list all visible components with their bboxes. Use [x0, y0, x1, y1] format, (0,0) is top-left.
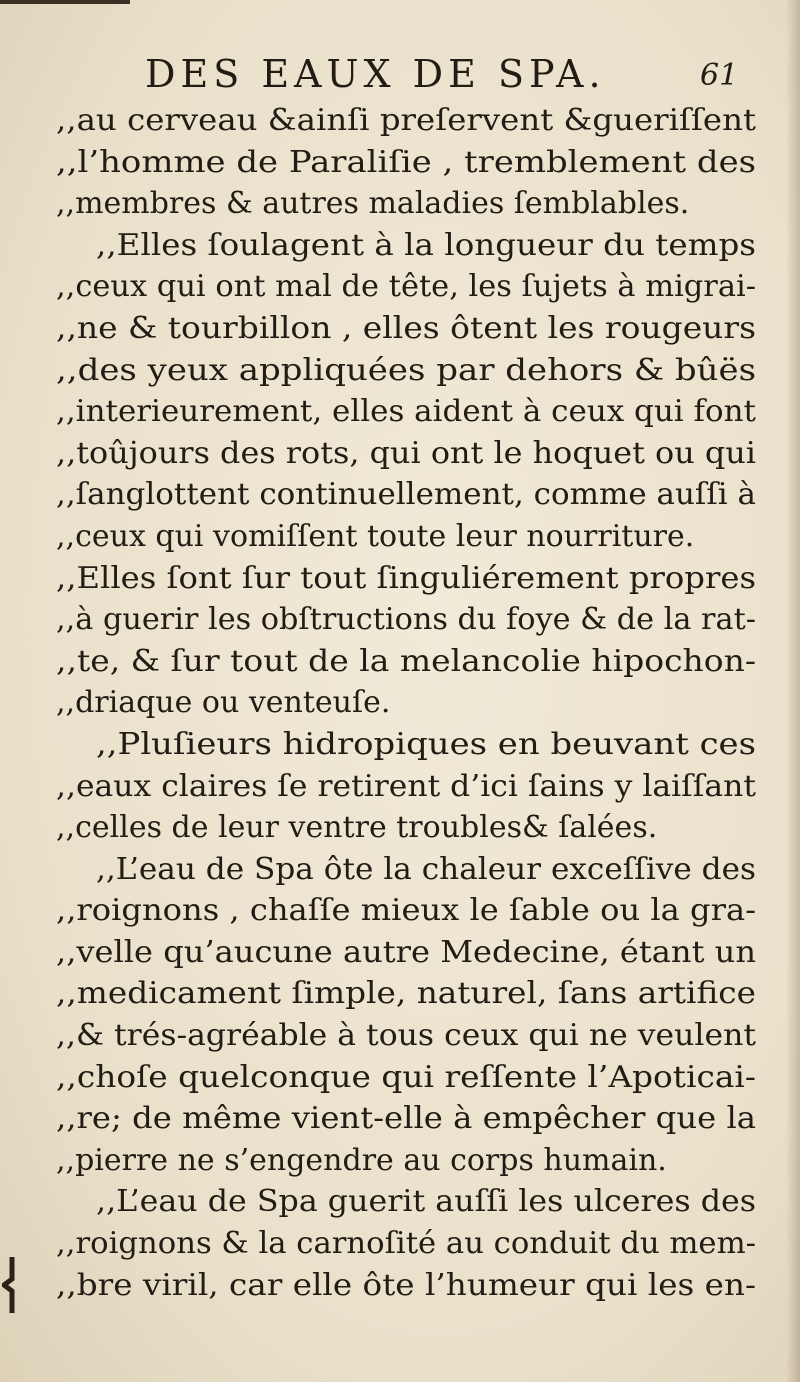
text-line: ,,ceux qui ont mal de tête, les ſujets à migrai-	[56, 269, 756, 305]
text-line: ,,eaux claires ſe retirent d’ici ſains y laiſſant	[56, 768, 756, 804]
body-text	[56, 100, 756, 1306]
text-line: ,,pierre ne s’engendre au corps humain.	[56, 1142, 667, 1178]
text-line: ,,interieurement, elles aident à ceux qui font	[56, 394, 756, 430]
text-line: ,,L’eau de Spa ôte la chaleur exceſſive des	[96, 851, 756, 887]
running-title: DES EAUX DE SPA.	[145, 52, 606, 96]
top-edge-rule	[0, 0, 130, 4]
text-line: ,,Elles ſoulagent à la longueur du temps	[96, 227, 756, 263]
text-line: ,,Elles ſont ſur tout ſinguliérement propres	[56, 560, 756, 596]
text-line: ,,au cerveau &ainſi preſervent &gueriſſent	[56, 103, 757, 138]
text-line: ,,te, & ſur tout de la melancolie hipochon-	[56, 643, 756, 679]
text-line: ,,ſanglottent continuellement, comme auſſi à	[56, 477, 756, 513]
text-line: ,,roignons & la carnoſité au conduit du mem-	[56, 1226, 757, 1262]
text-line: ,,toûjours des rots, qui ont le hoquet ou qui	[56, 435, 756, 471]
text-line: ,,ne & tourbillon , elles ôtent les rougeurs	[56, 310, 756, 346]
text-line: ,,l’homme de Paraliſie , tremblement des	[56, 144, 756, 180]
text-line: ,,à guerir les obſtructions du foye & de la rat-	[56, 602, 757, 638]
text-line: ,,re; de même vient-elle à empêcher que la	[56, 1101, 756, 1137]
text-line: ,,medicament ſimple, naturel, ſans artifice	[56, 976, 756, 1012]
page-edge-shadow	[786, 0, 800, 1382]
text-line: ,,velle qu’aucune autre Medecine, étant un	[56, 934, 756, 970]
text-line: ,,Pluſieurs hidropiques en beuvant ces	[96, 726, 756, 762]
text-line: ,,L’eau de Spa guerit auſſi les ulceres des	[96, 1184, 756, 1220]
text-line: ,,roignons , chaſſe mieux le ſable ou la gra-	[56, 893, 756, 929]
text-line: ,,bre viril, car elle ôte l’humeur qui les en-	[56, 1267, 756, 1303]
binding-bracket-mark	[2, 1255, 16, 1315]
page-number: 61	[700, 58, 739, 93]
text-line: ,,celles de leur ventre troubles& ſalées.	[56, 810, 658, 846]
text-line: ,,ceux qui vomiſſent toute leur nourriture.	[56, 518, 695, 554]
text-line: ,,membres & autres maladies ſemblables.	[56, 186, 690, 222]
text-line: ,,& trés-agréable à tous ceux qui ne veulent	[56, 1018, 756, 1054]
text-line: ,,des yeux appliquées par dehors & bûës	[56, 352, 757, 388]
text-line: ,,choſe quelconque qui reſſente l’Apoticai-	[56, 1059, 756, 1095]
text-line: ,,driaque ou venteuſe.	[56, 685, 391, 721]
